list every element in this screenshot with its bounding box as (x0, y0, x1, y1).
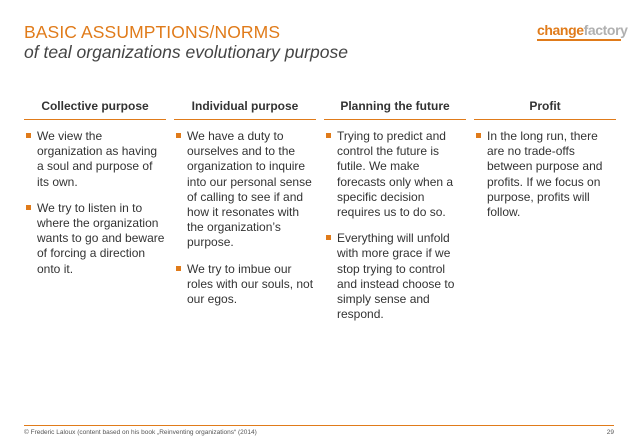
bullet-text: We have a duty to ourselves and to the organization to inquire into our personal sense of calling to see if and how it resonates with the organization’s purpose. (187, 129, 312, 250)
bullet-text: In the long run, there are no trade-offs between purpose and profits. If we focus on purpose, profits will follow. (487, 129, 603, 220)
change-factory-logo (537, 23, 628, 39)
bullet-item (24, 201, 166, 277)
bullet-square-icon (326, 235, 331, 240)
bullet-item (324, 129, 466, 220)
column-individual-purpose (174, 95, 316, 318)
bullet-square-icon (26, 205, 31, 210)
bullet-text: We view the organization as having a soul and purpose of its own. (37, 129, 158, 189)
slide-title: BASIC ASSUMPTIONS/NORMS (24, 22, 281, 42)
bullet-square-icon (476, 133, 481, 138)
column-heading: Individual purpose (174, 95, 316, 120)
column-heading: Planning the future (324, 95, 466, 120)
column-collective-purpose (24, 95, 166, 288)
column-heading: Collective purpose (24, 95, 166, 120)
bullet-square-icon (176, 266, 181, 271)
bullet-item (24, 129, 166, 190)
column-planning-the-future (324, 95, 466, 333)
bullet-list (174, 129, 316, 307)
bullet-list (24, 129, 166, 277)
bullet-square-icon (326, 133, 331, 138)
bullet-item (324, 231, 466, 322)
bullet-square-icon (26, 133, 31, 138)
page-number: 29 (606, 429, 614, 436)
bullet-list (324, 129, 466, 322)
bullet-text: Everything will unfold with more grace if we stop trying to control and instead choose to simply sense and respond. (337, 231, 455, 322)
bullet-list (474, 129, 616, 220)
column-heading: Profit (474, 95, 616, 120)
slide-subtitle: of teal organizations evolutionary purpose (24, 42, 348, 62)
bullet-item (474, 129, 616, 220)
bullet-text: We try to imbue our roles with our souls, not our egos. (187, 261, 314, 307)
logo-word-factory: factory (583, 22, 628, 38)
logo-underline (537, 39, 621, 41)
bullet-text: We try to listen in to where the organization wants to go and beware of forcing a direction onto it. (37, 200, 165, 276)
footer-divider (24, 425, 614, 426)
logo-word-change: change (537, 22, 584, 38)
bullet-item (174, 262, 316, 308)
bullet-item (174, 129, 316, 251)
bullet-text: Trying to predict and control the future is futile. We make forecasts only when a specific decision requires us to do so. (337, 129, 454, 220)
bullet-square-icon (176, 133, 181, 138)
footer-credit: © Frederic Laloux (content based on his book „Reinventing organizations“ (2014) (24, 429, 257, 436)
column-profit (474, 95, 616, 231)
